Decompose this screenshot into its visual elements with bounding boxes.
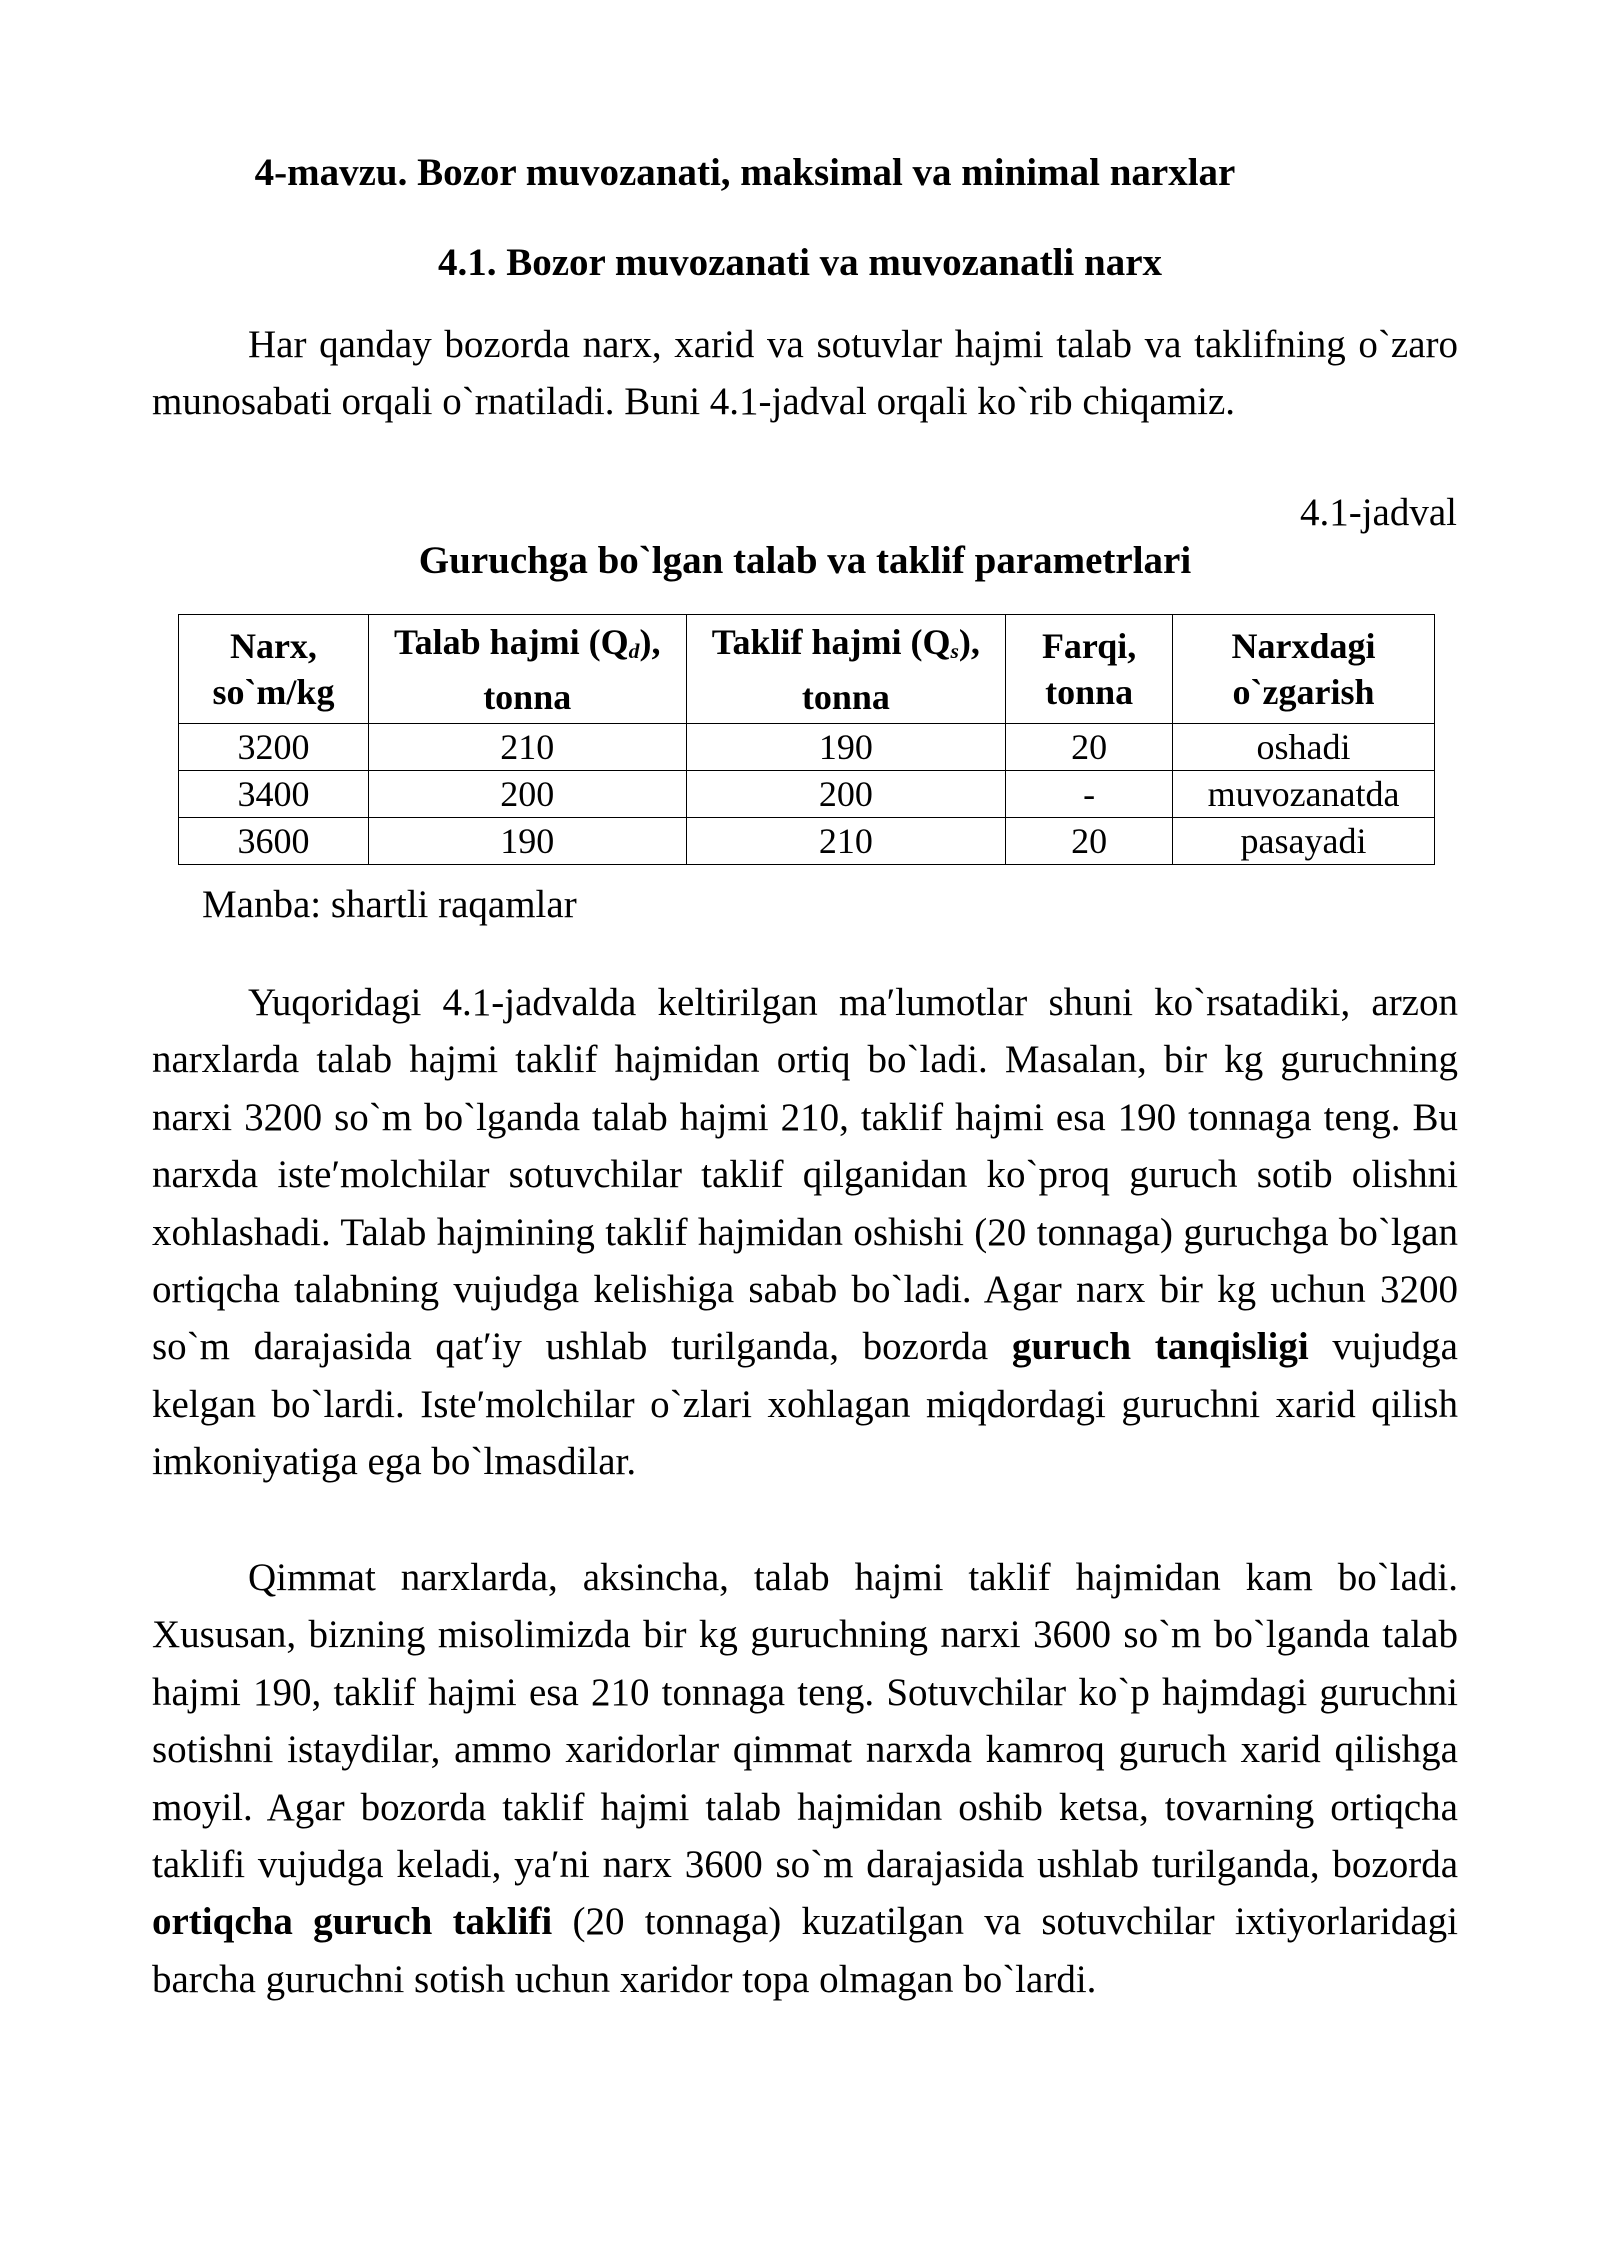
header-price <box>179 615 369 724</box>
header-supply-unit: tonna <box>801 676 890 717</box>
intro-paragraph <box>152 316 1458 431</box>
body-paragraph-2 <box>152 974 1458 1491</box>
cell-difference: 20 <box>1006 818 1173 865</box>
cell-difference: - <box>1006 771 1173 818</box>
header-demand-unit: tonna <box>483 676 572 717</box>
header-demand-sub: d <box>628 638 640 663</box>
paragraph-2-bold: guruch tanqisligi <box>1011 1325 1309 1369</box>
paragraph-2-text-a: Yuqoridagi 4.1-jadvalda keltirilgan ma′lumotlar shuni ko`rsatadiki, arzon narxlarda talab hajmi taklif hajmidan ortiq bo`ladi. Masalan, bir kg guruchning narxi 3200 so`m bo`lganda talab hajmi 210, taklif hajmi esa 190 tonnaga teng. Bu narxda iste′molchilar sotuvchilar taklif qilganidan ko`proq guruch sotib olishni xohlashadi. Talab hajmining taklif hajmidan oshishi (20 tonnaga) guruchga bo`lgan ortiqcha talabning vujudga kelishiga sabab bo`ladi. Agar narx bir kg uchun 3200 so`m darajasida qat′iy ushlab turilganda, bozorda <box>152 981 1458 1369</box>
table-row <box>179 724 1435 771</box>
table-header-row <box>179 615 1435 724</box>
header-difference <box>1006 615 1173 724</box>
paragraph-3-text-b: (20 tonnaga) kuzatilgan va sotuvchilar ixtiyorlaridagi barcha guruchni sotish uchun xaridor topa olmagan bo`lardi. <box>152 1900 1459 2001</box>
header-change <box>1173 615 1435 724</box>
header-change-line2: o`zgarish <box>1232 672 1375 712</box>
source-note: Manba: shartli raqamlar <box>202 883 577 926</box>
header-supply <box>686 615 1006 724</box>
table-number: 4.1-jadval <box>1299 491 1457 534</box>
cell-change: muvozanatda <box>1173 771 1435 818</box>
cell-demand: 200 <box>368 771 686 818</box>
cell-demand: 210 <box>368 724 686 771</box>
cell-supply: 190 <box>686 724 1006 771</box>
header-price-line2: so`m/kg <box>212 672 335 712</box>
header-difference-line2: tonna <box>1045 672 1134 712</box>
table-row <box>179 818 1435 865</box>
cell-price: 3400 <box>179 771 369 818</box>
header-demand <box>368 615 686 724</box>
cell-supply: 200 <box>686 771 1006 818</box>
body-paragraph-3 <box>152 1549 1458 2008</box>
header-price-line1: Narx, <box>229 626 317 666</box>
header-demand-suffix: ), <box>639 621 661 662</box>
header-supply-prefix: Taklif hajmi (Q <box>711 621 951 662</box>
paragraph-3-text-a: Qimmat narxlarda, aksincha, talab hajmi taklif hajmidan kam bo`ladi. Xususan, bizning misolimizda bir kg guruchning narxi 3600 so`m bo`lganda talab hajmi 190, taklif hajmi esa 210 tonnaga teng. Sotuvchilar ko`p hajmdagi guruchni sotishni istaydilar, ammo xaridorlar qimmat narxda kamroq guruch xarid qilishga moyil. Agar bozorda taklif hajmi talab hajmidan oshib ketsa, tovarning ortiqcha taklifi vujudga keladi, ya′ni narx 3600 so`m darajasida ushlab turilganda, bozorda <box>152 1556 1458 1887</box>
cell-demand: 190 <box>368 818 686 865</box>
cell-price: 3600 <box>179 818 369 865</box>
cell-difference: 20 <box>1006 724 1173 771</box>
header-difference-line1: Farqi, <box>1041 626 1137 666</box>
header-supply-sub: s <box>950 638 959 663</box>
table-caption: Guruchga bo`lgan talab va taklif parametrlari <box>418 539 1192 582</box>
cell-change: pasayadi <box>1173 818 1435 865</box>
cell-supply: 210 <box>686 818 1006 865</box>
paragraph-3-bold: ortiqcha guruch taklifi <box>152 1900 553 1944</box>
cell-price: 3200 <box>179 724 369 771</box>
intro-paragraph-text: Har qanday bozorda narx, xarid va sotuvlar hajmi talab va taklifning o`zaro munosabati orqali o`rnatiladi. Buni 4.1-jadval orqali ko`rib chiqamiz. <box>152 323 1458 424</box>
header-demand-prefix: Talab hajmi (Q <box>393 621 629 662</box>
paragraph-2-text-b: vujudga kelgan bo`lardi. Iste′molchilar o`zlari xohlagan miqdordagi guruchni xarid qilish imkoniyatiga ega bo`lmasdilar. <box>152 1325 1458 1484</box>
table-row <box>179 771 1435 818</box>
section-title: 4.1. Bozor muvozanati va muvozanatli narx <box>437 241 1162 284</box>
supply-demand-table <box>178 614 1435 865</box>
topic-title: 4-mavzu. Bozor muvozanati, maksimal va minimal narxlar <box>254 151 1236 194</box>
header-supply-suffix: ), <box>958 621 980 662</box>
header-change-line1: Narxdagi <box>1231 626 1376 666</box>
cell-change: oshadi <box>1173 724 1435 771</box>
